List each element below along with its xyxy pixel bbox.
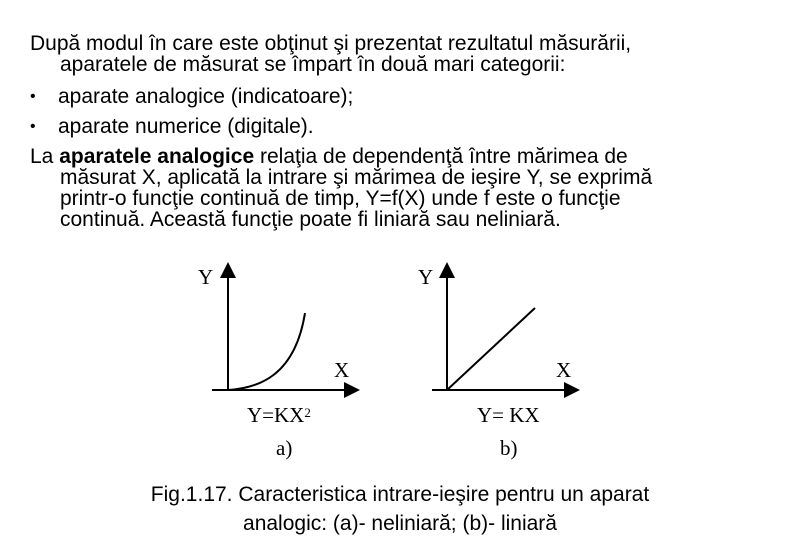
graph-b-tag: b) xyxy=(500,436,518,460)
analog-line-3: printr-o funcţie continuă de timp, Y=f(X) unde f este o funcţie xyxy=(60,187,621,210)
analog-line-1-rest: relaţia de dependenţă între mărimea de xyxy=(259,145,628,168)
graph-a-formula xyxy=(247,405,311,426)
intro-line-2: aparatele de măsurat se împart în două mari categorii: xyxy=(60,53,566,76)
graph-a-formula-exponent: 2 xyxy=(304,405,311,420)
graph-b-formula: Y= KX xyxy=(477,403,540,427)
graph-a-formula-base: Y=KX xyxy=(247,403,305,427)
graph-a-curve xyxy=(228,313,305,390)
graph-a-x-label: X xyxy=(334,358,350,382)
bullet-icon: • xyxy=(30,118,36,135)
bullet-text: aparate numerice (digitale). xyxy=(58,115,314,138)
graph-b-y-label: Y xyxy=(418,265,434,289)
bullet-text: aparate analogice (indicatoare); xyxy=(58,85,354,108)
graph-a-y-label: Y xyxy=(198,265,214,289)
figure-caption-line-2: analogic: (a)- neliniară; (b)- liniară xyxy=(243,512,557,535)
analog-line-4: continuă. Această funcţie poate fi liniară sau neliniară. xyxy=(60,208,561,231)
intro-line-1: După modul în care este obţinut şi prezentat rezultatul măsurării, xyxy=(30,32,632,55)
graph-b-line xyxy=(447,308,535,390)
bullet-icon: • xyxy=(30,88,36,105)
analog-bold-term: aparatele analogice xyxy=(59,145,255,168)
analog-prefix: La xyxy=(30,145,54,168)
graph-a-tag: a) xyxy=(276,436,293,460)
figure-caption-line-1: Fig.1.17. Caracteristica intrare-ieşire pentru un aparat xyxy=(150,483,650,506)
analog-line-2: măsurat X, aplicată la intrare şi mărimea de ieşire Y, se exprimă xyxy=(60,166,653,189)
graph-b-x-label: X xyxy=(556,358,572,382)
